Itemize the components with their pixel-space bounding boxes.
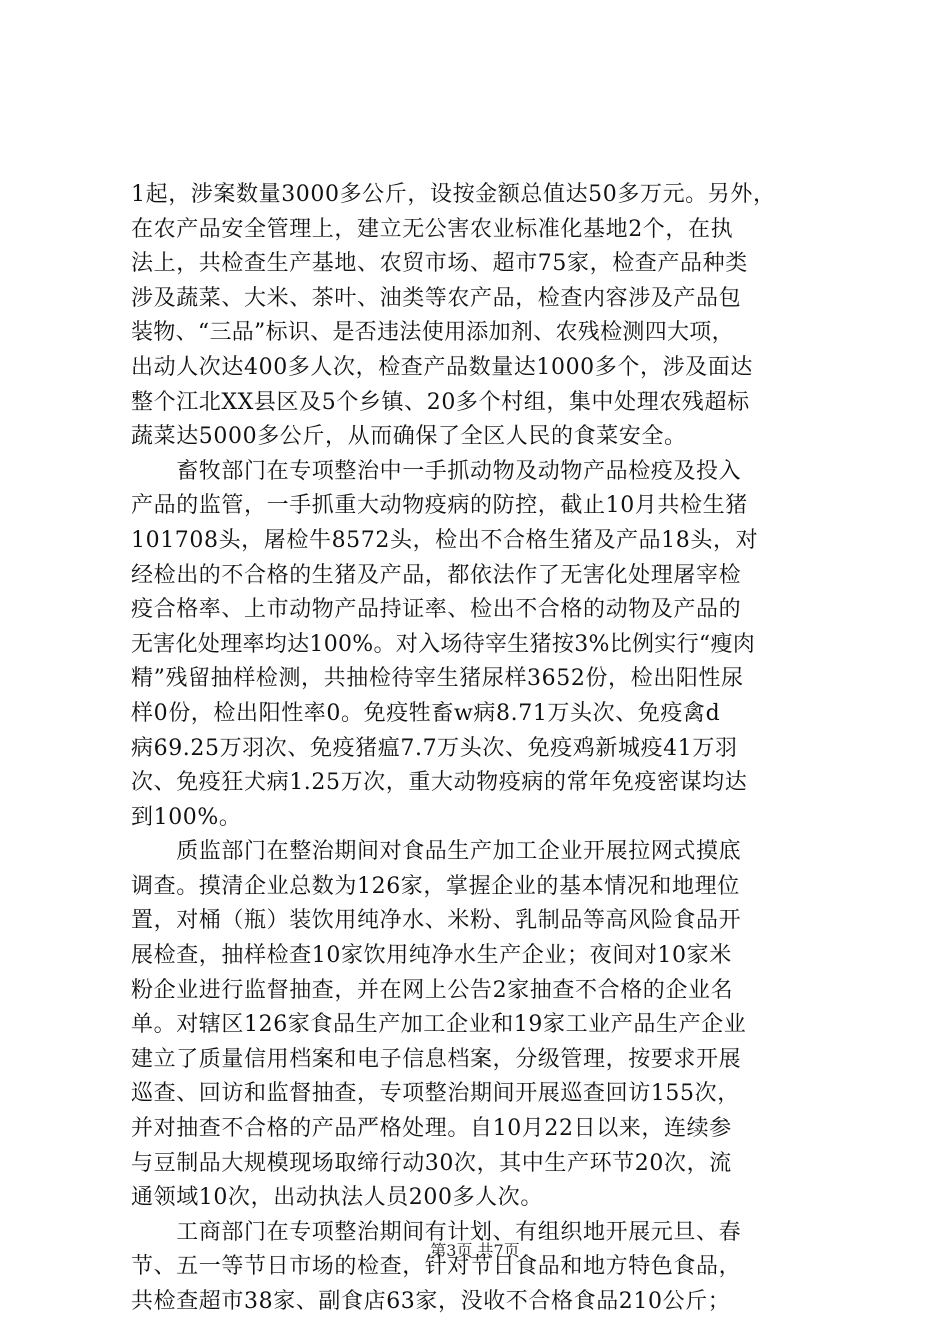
text-line: 101708头，屠检牛8572头，检出不合格生猪及产品18头，对 [131,527,759,553]
text-line: 法上，共检查生产基地、农贸市场、超市75家，检查产品种类 [131,251,748,277]
text-line: 涉及蔬菜、大米、茶叶、油类等农产品，检查内容涉及产品包 [131,285,742,311]
text-line: 疫合格率、上市动物产品持证率、检出不合格的动物及产品的 [131,597,742,623]
text-line: 质监部门在整治期间对食品生产加工企业开展拉网式摸底 [131,839,742,865]
text-line: 展检查，抽样检查10家饮用纯净水生产企业；夜间对10家米 [131,943,732,969]
text-line: 畜牧部门在专项整治中一手抓动物及动物产品检疫及投入 [131,458,742,484]
text-line: 次、免疫狂犬病1.25万次，重大动物疫病的常年免疫密谋均达 [131,770,748,796]
text-line: 单。对辖区126家食品生产加工企业和19家工业产品生产企业 [131,1012,747,1038]
text-line: 在农产品安全管理上，建立无公害农业标准化基地2个，在执 [131,216,734,242]
text-line: 巡查、回访和监督抽查，专项整治期间开展巡查回访155次， [131,1081,740,1107]
text-line: 节、五一等节日市场的检查，针对节日食品和地方特色食品， [131,1254,742,1280]
text-line: 粉企业进行监督抽查，并在网上公告2家抽查不合格的企业名 [131,977,734,1003]
text-line: 病69.25万羽次、免疫猪瘟7.7万头次、免疫鸡新城疫41万羽 [131,735,738,761]
text-line: 样0份，检出阳性率0。免疫牲畜w病8.71万头次、免疫禽d [131,700,721,726]
text-line: 蔬菜达5000多公斤，从而确保了全区人民的食菜安全。 [131,424,687,450]
text-line: 装物、“三品”标识、是否违法使用添加剂、农残检测四大项， [131,320,734,346]
text-line: 整个江北XX县区及5个乡镇、20多个村组，集中处理农残超标 [131,389,750,415]
text-line: 建立了质量信用档案和电子信息档案，分级管理，按要求开展 [131,1046,742,1072]
text-line: 出动人次达400多人次，检查产品数量达1000多个，涉及面达 [131,354,753,380]
text-line: 无害化处理率均达100%。对入场待宰生猪按3%比例实行“瘦肉 [131,631,756,657]
text-line: 置，对桶（瓶）装饮用纯净水、米粉、乳制品等高风险食品开 [131,908,742,934]
text-line: 并对抽查不合格的产品严格处理。自10月22日以来，连续参 [131,1116,732,1142]
body-text [131,178,831,1320]
text-line: 经检出的不合格的生猪及产品，都依法作了无害化处理屠宰检 [131,562,742,588]
text-line: 精”残留抽样检测，共抽检待宰生猪尿样3652份，检出阳性尿 [131,666,744,692]
text-line: 共检查超市38家、副食店63家，没收不合格食品210公斤； [131,1289,731,1314]
text-line: 通领域10次，出动执法人员200多人次。 [131,1185,543,1211]
text-line: 产品的监管，一手抓重大动物疫病的防控，截止10月共检生猪 [131,493,748,519]
page-number: 第3页 共7页 [430,1241,520,1260]
text-line: 工商部门在专项整治期间有计划、有组织地开展元旦、春 [131,1219,742,1245]
text-line: 1起，涉案数量3000多公斤，设按金额总值达50多万元。另外， [131,182,776,207]
text-line: 到100%。 [131,804,242,830]
text-line: 调查。摸清企业总数为126家，掌握企业的基本情况和地理位 [131,873,740,899]
text-line: 与豆制品大规模现场取缔行动30次，其中生产环节20次，流 [131,1150,732,1176]
